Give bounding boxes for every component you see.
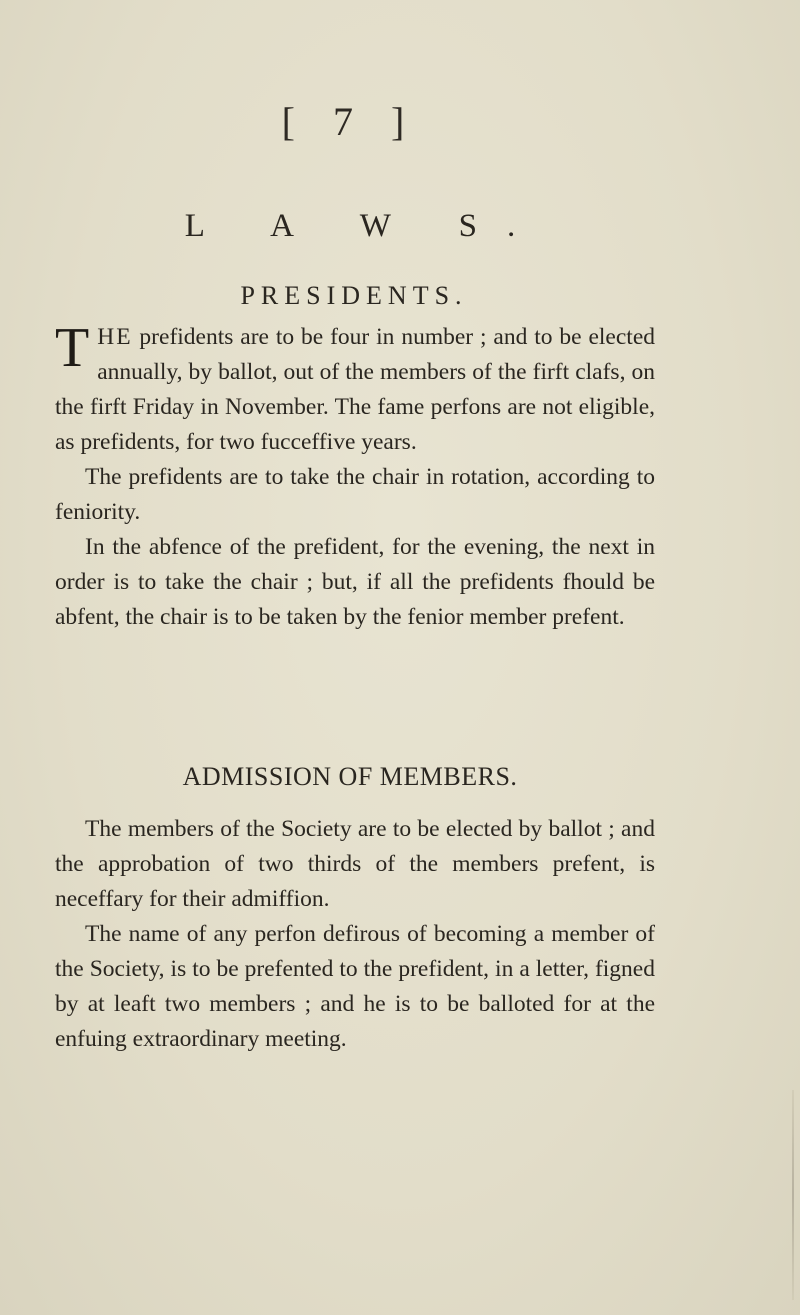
paragraph-text: prefidents are to be four in number ; and to be elected annually, by ballot, out of the members of the firft clafs, on the firft Friday in November. The fame perfons are not eligible, as prefidents, for two fucceffive years.: [55, 324, 655, 455]
section-heading-admission: ADMISSION OF MEMBERS.: [182, 762, 518, 791]
drop-cap: T: [55, 317, 90, 379]
admission-section-body: [55, 812, 655, 1057]
presidents-section-body: [55, 317, 655, 635]
section-heading-presidents: PRESIDENTS.: [240, 281, 468, 310]
page-title: L A W S.: [184, 208, 546, 244]
presidents-paragraph-3: In the abfence of the prefident, for the evening, the next in order is to take the chair ; but, if all the prefidents fhould be abfent, the chair is to be taken by the fenior member prefent.: [55, 534, 655, 630]
presidents-paragraph-1: [55, 317, 655, 460]
presidents-paragraph-2: The prefidents are to take the chair in rotation, according to feniority.: [55, 464, 655, 525]
first-word-rest: HE: [97, 324, 133, 350]
admission-paragraph-2: The name of any perfon defirous of becoming a member of the Society, is to be prefented to the prefident, in a letter, figned by at leaft two members ; and he is to be balloted for at the enfuing extraordinary meeting.: [55, 921, 655, 1052]
admission-paragraph-1: The members of the Society are to be elected by ballot ; and the approbation of two thirds of the members prefent, is neceffary for their admiffion.: [55, 816, 655, 912]
page-edge-shadow: [792, 1090, 794, 1300]
page-number: [ 7 ]: [281, 99, 419, 144]
